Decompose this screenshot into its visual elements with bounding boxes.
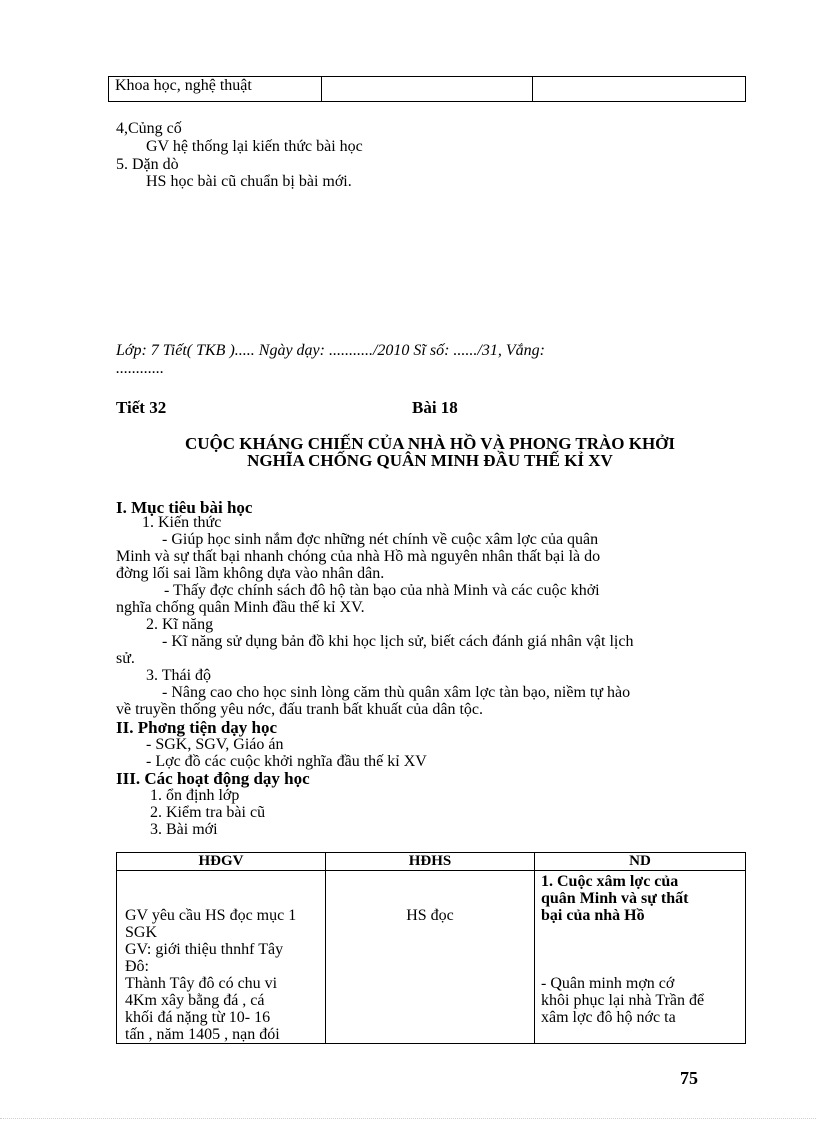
lesson-meta-line-2: ............ xyxy=(116,360,164,377)
attitude-text: về truyền thống yêu nớc, đấu tranh bất khuất của dân tộc. xyxy=(116,701,484,718)
means-item: - SGK, SGV, Giáo án xyxy=(146,736,284,753)
table-cell xyxy=(533,77,746,102)
consolidate-heading: 4,Củng cố xyxy=(116,120,182,137)
page-bottom-rule xyxy=(0,1118,816,1119)
hs-cell xyxy=(326,871,535,1044)
gv-cell xyxy=(117,871,326,1044)
knowledge-text: - Thấy đợc chính sách đô hộ tàn bạo của nhà Minh và các cuộc khởi xyxy=(164,582,600,599)
means-heading: II. Phơng tiện dạy học xyxy=(116,718,278,737)
header-hdhs: HĐHS xyxy=(326,853,535,871)
skills-text: - Kĩ năng sử dụng bản đồ khi học lịch sử, biết cách đánh giá nhân vật lịch xyxy=(162,633,634,650)
lesson-meta-line: Lớp: 7 Tiết( TKB )..... Ngày dạy: .........../2010 Sĩ số: ....../31, Vắng: xyxy=(116,342,545,359)
knowledge-heading: 1. Kiến thức xyxy=(142,514,222,531)
teaching-table xyxy=(116,852,746,1044)
homework-heading: 5. Dặn dò xyxy=(116,156,179,173)
page-number: 75 xyxy=(680,1068,698,1088)
lesson-title-line-1: CUỘC KHÁNG CHIẾN CỦA NHÀ HỒ VÀ PHONG TRÀO KHỞI xyxy=(184,434,676,453)
period-label: Tiết 32 xyxy=(116,398,167,417)
knowledge-text: đờng lối sai lầm không dựa vào nhân dân. xyxy=(116,565,385,582)
activity-step: 3. Bài mới xyxy=(150,821,218,838)
lesson-title-line-2: NGHĨA CHỐNG QUÂN MINH ĐẦU THẾ KỈ XV xyxy=(247,451,613,470)
homework-text: HS học bài cũ chuẩn bị bài mới. xyxy=(146,173,352,190)
nd-line: xâm lợc đô hộ nớc ta xyxy=(541,1009,676,1026)
gv-line: khối đá nặng từ 10- 16 xyxy=(125,1009,271,1026)
skills-heading: 2. Kĩ năng xyxy=(146,616,214,633)
hs-line: HS đọc xyxy=(406,907,454,924)
gv-line: Đô: xyxy=(125,958,149,975)
activities-heading: III. Các hoạt động dạy học xyxy=(116,769,310,788)
table-cell xyxy=(322,77,533,102)
table-row xyxy=(117,871,746,1044)
lesson-number: Bài 18 xyxy=(412,398,458,417)
gv-line: 4Km xây bằng đá , cá xyxy=(125,992,265,1009)
gv-line: GV yêu cầu HS đọc mục 1 xyxy=(125,907,297,924)
attitude-heading: 3. Thái độ xyxy=(146,667,212,684)
nd-section-heading: bại của nhà Hồ xyxy=(541,907,645,924)
gv-line: SGK xyxy=(125,924,158,941)
knowledge-text: Minh và sự thất bại nhanh chóng của nhà Hồ mà nguyên nhân thất bại là do xyxy=(116,548,601,565)
skills-text: sử. xyxy=(116,650,135,667)
nd-line: - Quân minh mợn cớ xyxy=(541,975,675,992)
gv-line: tấn , năm 1405 , nạn đói xyxy=(125,1026,280,1043)
gv-line: GV: giới thiệu thnhf Tây xyxy=(125,941,284,958)
knowledge-text: nghĩa chống quân Minh đầu thế kỉ XV. xyxy=(116,599,365,616)
objectives-heading: I. Mục tiêu bài học xyxy=(116,498,253,517)
activity-step: 2. Kiểm tra bài cũ xyxy=(150,804,266,821)
gv-line: Thành Tây đô có chu vi xyxy=(125,975,278,992)
nd-line: khôi phục lại nhà Trần để xyxy=(541,992,705,1009)
activity-step: 1. ổn định lớp xyxy=(150,787,240,804)
table-row xyxy=(109,77,746,102)
header-hdgv: HĐGV xyxy=(117,853,326,871)
nd-section-heading: 1. Cuộc xâm lợc của xyxy=(541,873,679,890)
means-item: - Lợc đồ các cuộc khởi nghĩa đầu thế kỉ XV xyxy=(146,753,427,770)
nd-section-heading: quân Minh và sự thất xyxy=(541,890,689,907)
table-header-row xyxy=(117,853,746,871)
nd-cell xyxy=(535,871,746,1044)
consolidate-text: GV hệ thống lại kiến thức bài học xyxy=(146,138,363,155)
knowledge-text: - Giúp học sinh nắm đợc những nét chính về cuộc xâm lợc của quân xyxy=(162,531,599,548)
attitude-text: - Nâng cao cho học sinh lòng căm thù quân xâm lợc tàn bạo, niềm tự hào xyxy=(162,684,631,701)
top-table xyxy=(108,76,746,102)
table-cell: Khoa học, nghệ thuật xyxy=(109,77,322,102)
header-nd: ND xyxy=(535,853,746,871)
